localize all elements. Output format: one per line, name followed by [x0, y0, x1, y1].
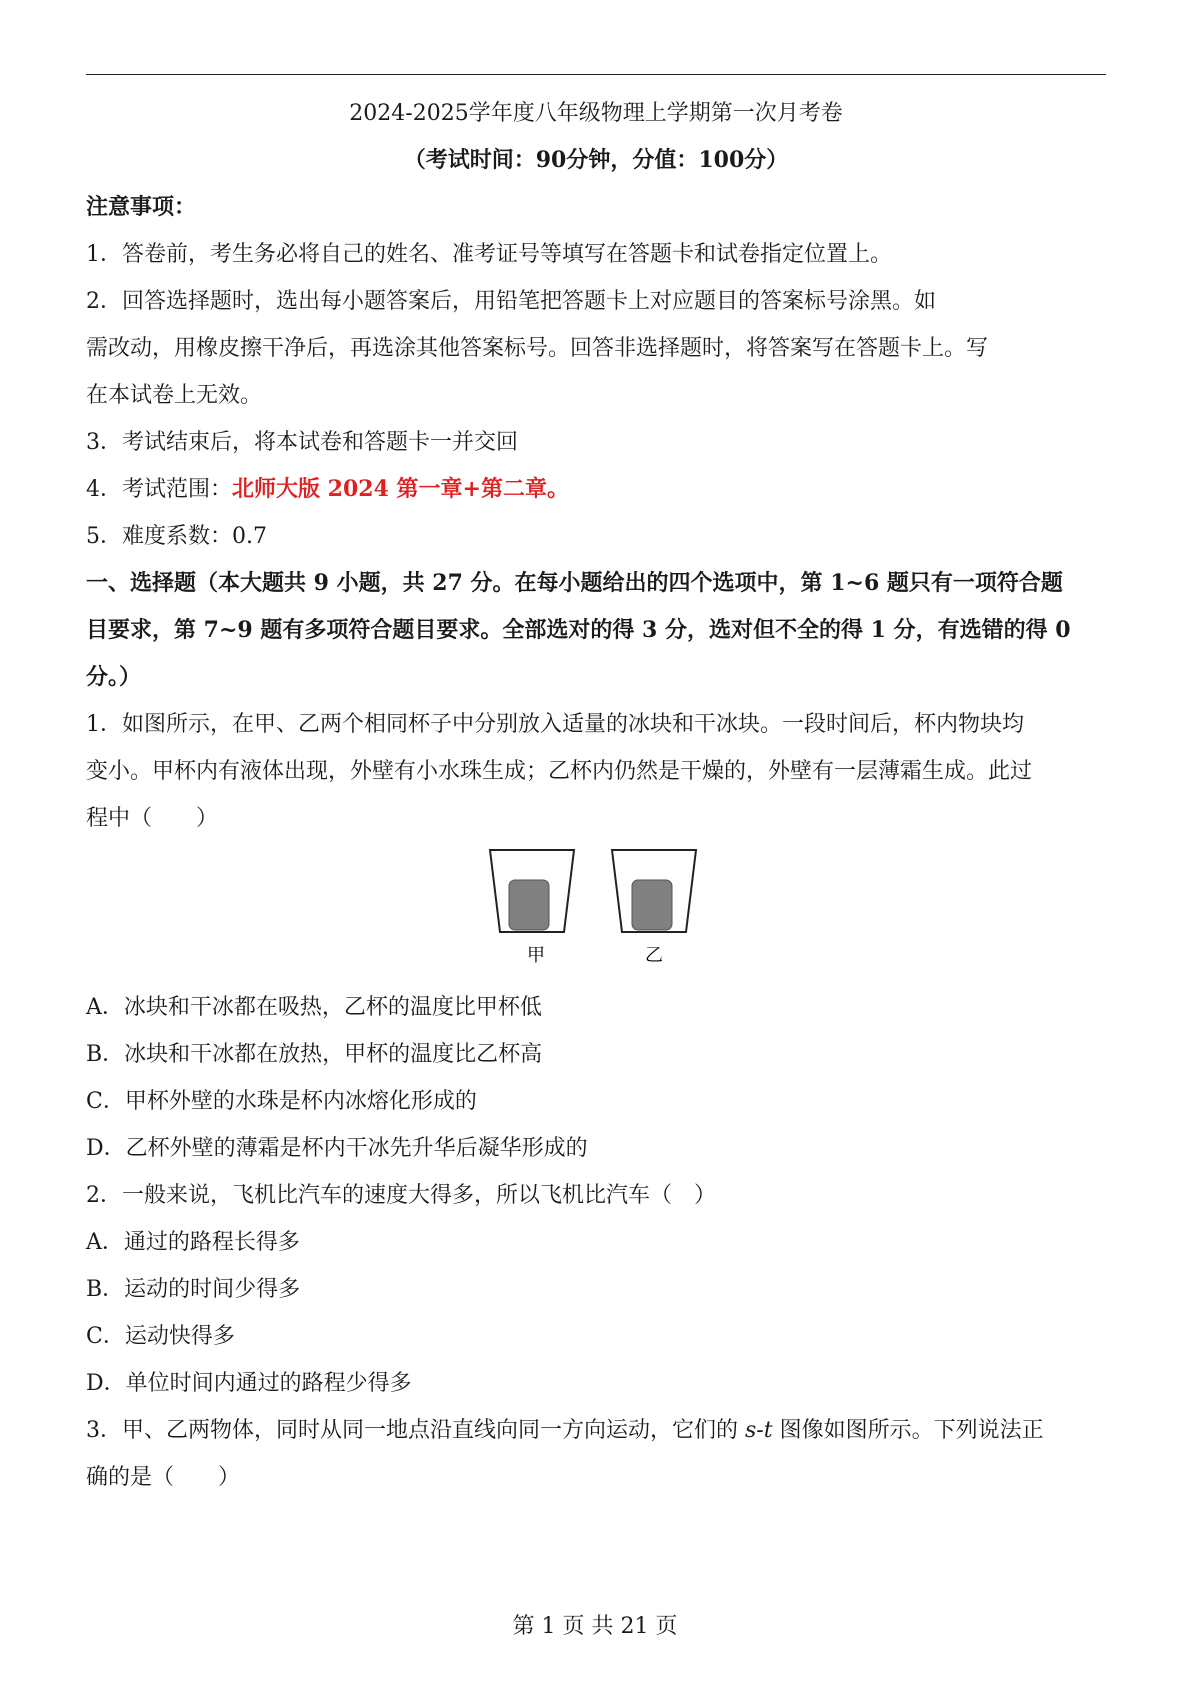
q2-option-b: B．运动的时间少得多: [86, 1277, 301, 1302]
section-heading-line-2: 目要求，第 7~9 题有多项符合题目要求。全部选对的得 3 分，选对但不全的得 1 分，有选错的得 0: [86, 617, 1071, 643]
q3-stem-line-2: 确的是（ ）: [86, 1465, 241, 1490]
exam-subtitle: （考试时间：90分钟，分值：100分）: [403, 147, 789, 173]
exam-scope: 北师大版 2024 第一章+第二章。: [232, 476, 569, 502]
cup-right: [612, 850, 696, 932]
q2-option-c: C．运动快得多: [86, 1324, 235, 1349]
q1-option-c: C．甲杯外壁的水珠是杯内冰熔化形成的: [86, 1089, 477, 1114]
note-item-5: 5．难度系数：0.7: [86, 524, 267, 549]
q3-stem-line-1: [86, 1407, 1106, 1454]
ice-block: [509, 880, 549, 930]
exam-page: [86, 90, 1106, 1501]
q1-stem-line-2: 变小。甲杯内有液体出现，外壁有小水珠生成；乙杯内仍然是干燥的，外壁有一层薄霜生成。此过: [86, 759, 1033, 784]
q1-option-b: B．冰块和干冰都在放热，甲杯的温度比乙杯高: [86, 1042, 543, 1067]
note-item-3: 3．考试结束后，将本试卷和答题卡一并交回: [86, 430, 518, 455]
note-item-2-line-2: 需改动，用橡皮擦干净后，再选涂其他答案标号。回答非选择题时，将答案写在答题卡上。写: [86, 336, 989, 361]
cups-figure: [86, 846, 1106, 984]
note-item-2-line-1: 2．回答选择题时，选出每小题答案后，用铅笔把答题卡上对应题目的答案标号涂黑。如: [86, 289, 936, 314]
figure-label-left: 甲: [527, 945, 545, 966]
notes-heading: 注意事项：: [86, 194, 197, 220]
q3-st-variable: s-t: [745, 1418, 773, 1443]
q3-stem-part-b: 图像如图所示。下列说法正: [772, 1418, 1044, 1443]
note-item-2-line-3: 在本试卷上无效。: [86, 383, 263, 408]
q2-option-d: D．单位时间内通过的路程少得多: [86, 1371, 412, 1396]
page-footer: 第 1 页 共 21 页: [512, 1614, 678, 1639]
figure-label-right: 乙: [645, 945, 663, 966]
section-heading-line-1: 一、选择题（本大题共 9 小题，共 27 分。在每小题给出的四个选项中，第 1~6 题只有一项符合题: [86, 570, 1063, 596]
q3-stem-part-a: 3．甲、乙两物体，同时从同一地点沿直线向同一方向运动，它们的: [86, 1418, 745, 1443]
q1-stem-line-3: 程中（ ）: [86, 806, 219, 831]
cup-left: [490, 850, 574, 932]
q2-stem: 2．一般来说，飞机比汽车的速度大得多，所以飞机比汽车（ ）: [86, 1183, 716, 1208]
q1-option-a: A．冰块和干冰都在吸热，乙杯的温度比甲杯低: [86, 995, 542, 1020]
dry-ice-block: [632, 880, 672, 930]
q1-option-d: D．乙杯外壁的薄霜是杯内干冰先升华后凝华形成的: [86, 1136, 588, 1161]
cups-illustration: [486, 846, 706, 984]
q2-option-a: A．通过的路程长得多: [86, 1230, 300, 1255]
section-heading-line-3: 分。）: [86, 664, 142, 690]
exam-title: 2024-2025学年度八年级物理上学期第一次月考卷: [349, 101, 843, 126]
note-item-4: [86, 466, 1106, 513]
q1-stem-line-1: 1．如图所示，在甲、乙两个相同杯子中分别放入适量的冰块和干冰块。一段时间后，杯内物块均: [86, 712, 1025, 737]
note-item-4-prefix: 4．考试范围：: [86, 477, 232, 502]
header-rule: [86, 74, 1106, 75]
note-item-1: 1．答卷前，考生务必将自己的姓名、准考证号等填写在答题卡和试卷指定位置上。: [86, 242, 892, 267]
